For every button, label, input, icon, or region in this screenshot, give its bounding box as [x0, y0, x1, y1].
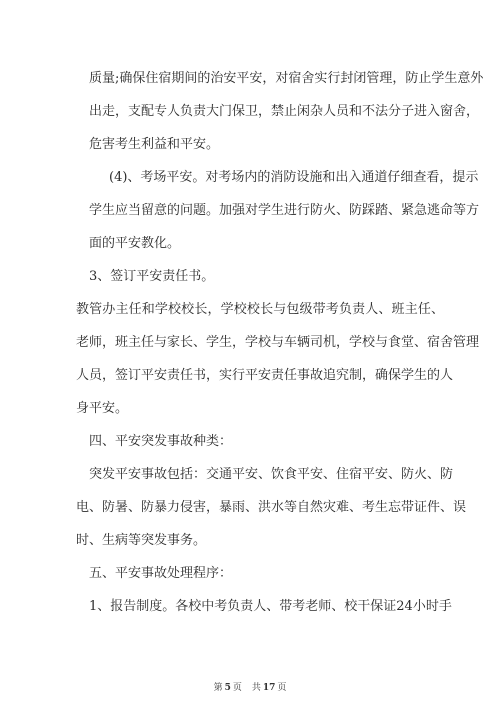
page-footer [0, 682, 500, 694]
text-line: 电、防暑、防暴力侵害，暴雨、洪水等自然灾难、考生忘带证件、误 [76, 500, 467, 515]
text-line: 突发平安事故包括：交通平安、饮食平安、住宿平安、防火、防 [89, 467, 454, 482]
text-line: (4)、考场平安。对考场内的消防设施和出入通道仔细查看，提示 [109, 170, 479, 185]
page-suffix: 页 [232, 683, 242, 693]
text-line: 身平安。 [76, 401, 129, 416]
text-line: 危害考生利益和平安。 [89, 137, 220, 152]
text-line: 质量;确保住宿期间的治安平安，对宿舍实行封闭管理，防止学生意外 [89, 71, 484, 86]
section-heading: 3、签订平安责任书。 [89, 269, 215, 284]
total-suffix: 页 [277, 683, 287, 693]
total-pages: 17 [262, 683, 276, 693]
text-line: 面的平安教化。 [89, 236, 181, 251]
text-line: 出走，支配专人负责大门保卫，禁止闲杂人员和不法分子进入窗舍， [89, 104, 480, 119]
text-line: 教管办主任和学校校长，学校校长与包级带考负责人、班主任、 [76, 302, 444, 317]
total-prefix: 共 [251, 683, 261, 693]
section-heading: 五、平安事故处理程序： [89, 566, 233, 581]
text-line: 1、报告制度。各校中考负责人、带考老师、校干保证24小时手 [89, 599, 452, 614]
text-line: 时、生病等突发事务。 [76, 533, 207, 548]
section-heading: 四、平安突发事故种类： [89, 434, 233, 449]
page-prefix: 第 [213, 683, 223, 693]
text-line: 学生应当留意的问题。加强对学生进行防火、防踩踏、紧急逃命等方 [89, 203, 480, 218]
text-line: 人员，签订平安责任书，实行平安责任事故追究制，确保学生的人 [76, 368, 454, 383]
page-number: 5 [224, 683, 231, 693]
text-line: 老师，班主任与家长、学生，学校与车辆司机，学校与食堂、宿舍管理 [76, 335, 480, 350]
